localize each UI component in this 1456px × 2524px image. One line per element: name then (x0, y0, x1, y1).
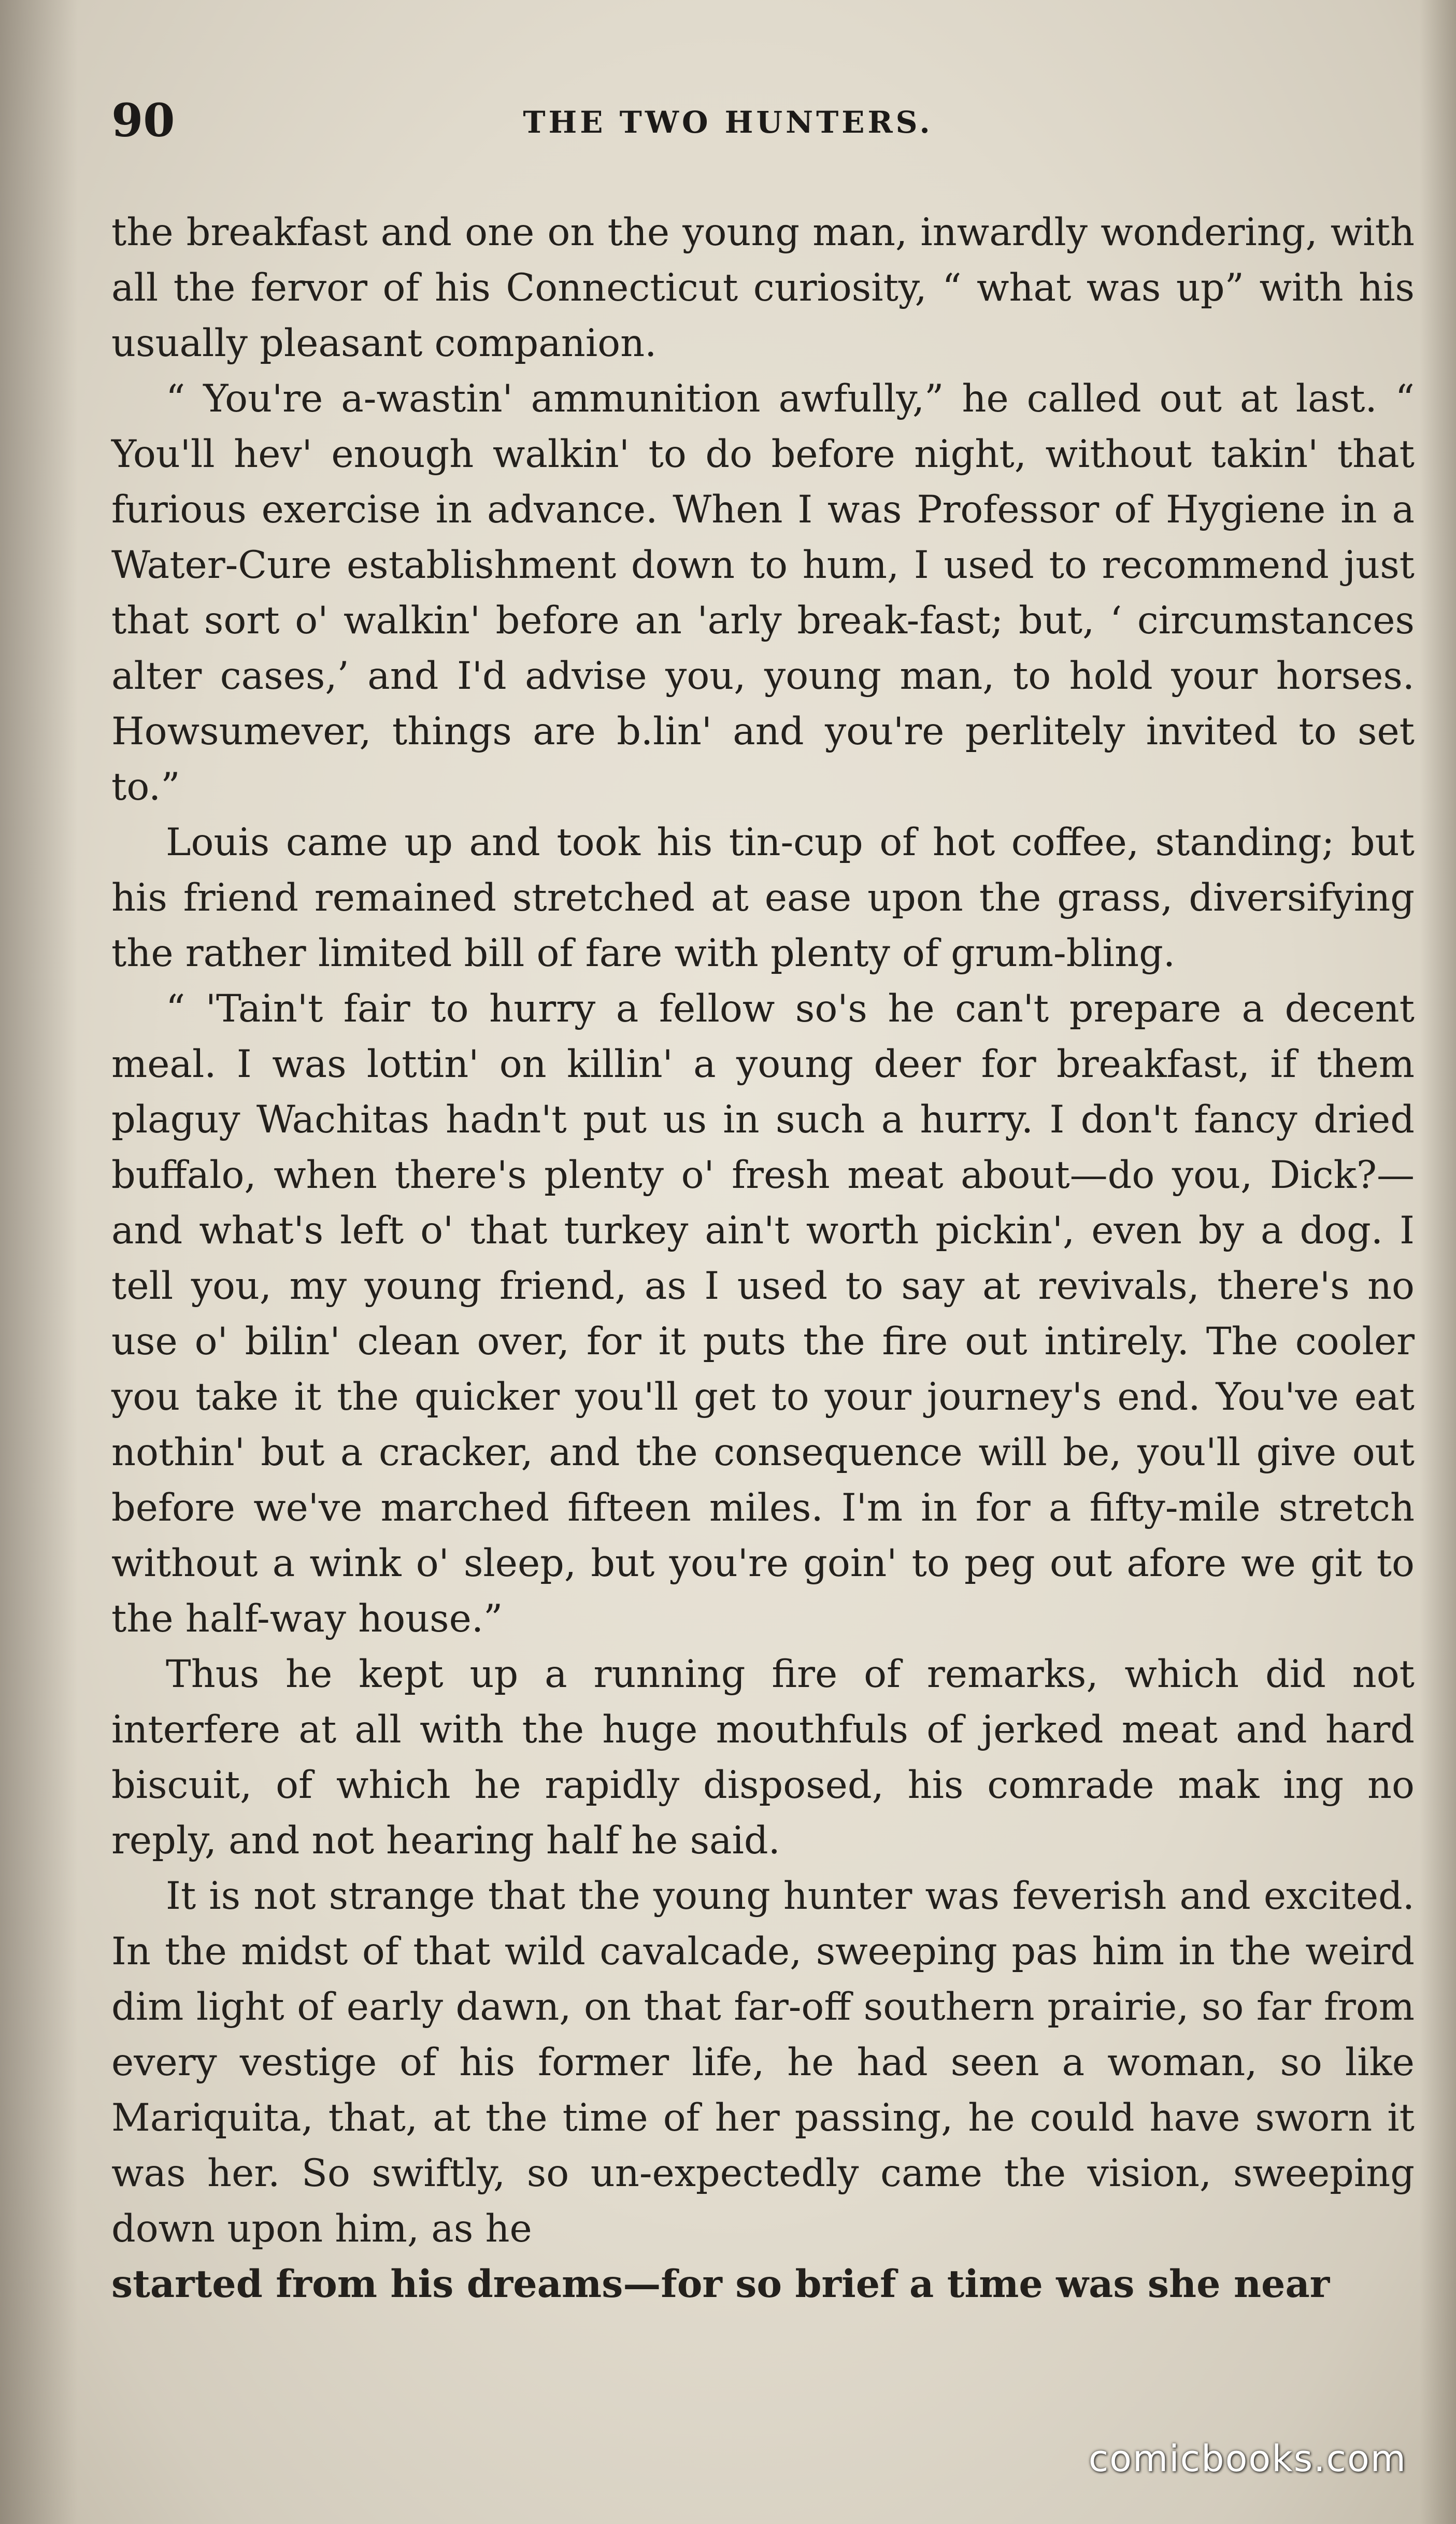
paragraph: Thus he kept up a running fire of remarks, which did not interfere at all with the huge mouthfuls of jerked meat and hard biscuit, of which he rapidly disposed, his comrade mak ing no reply, and not hearing half he said. (111, 1652, 1415, 1863)
body-text (111, 205, 1415, 2312)
paragraph: It is not strange that the young hunter was feverish and excited. In the midst of that wild cavalcade, sweeping pas him in the weird dim light of early dawn, on that far-off southern prairie, so far from every vestige of his former life, he had seen a woman, so like Mariquita, that, at the time of her passing, he could have sworn it was her. So swiftly, so un-expectedly came the vision, sweeping down upon him, as he (111, 1874, 1415, 2251)
page-number: 90 (111, 93, 175, 147)
watermark: comicbooks.com (1088, 2437, 1407, 2480)
paragraph-last-line: started from his dreams—for so brief a time was she near (111, 2262, 1330, 2306)
paragraph: “ 'Tain't fair to hurry a fellow so's he can't prepare a decent meal. I was lottin' on killin' a young deer for breakfast, if them plaguy Wachitas hadn't put us in such a hurry. I don't fancy dried buffalo, when there's plenty o' fresh meat about—do you, Dick?—and what's left o' that turkey ain't worth pickin', even by a dog. I tell you, my young friend, as I used to say at revivals, there's no use o' bilin' clean over, for it puts the fire out intirely. The cooler you take it the quicker you'll get to your journey's end. You've eat nothin' but a cracker, and the consequence will be, you'll give out before we've marched fifteen miles. I'm in for a fifty-mile stretch without a wink o' sleep, but you're goin' to peg out afore we git to the half-way house.” (111, 987, 1415, 1641)
spine-shadow (0, 0, 78, 2524)
paragraph: “ You're a-wastin' ammunition awfully,” he called out at last. “ You'll hev' enough walkin' to do before night, without takin' that furious exercise in advance. When I was Professor of Hygiene in a Water-Cure establishment down to hum, I used to recommend just that sort o' walkin' before an 'arly break-fast; but, ‘ circumstances alter cases,’ and I'd advise you, young man, to hold your horses. Howsumever, things are b.lin' and you're perlitely invited to set to.” (111, 377, 1415, 809)
running-title: THE TWO HUNTERS. (523, 105, 933, 140)
page-edge-shadow (1420, 0, 1456, 2524)
paragraph: the breakfast and one on the young man, inwardly wondering, with all the fervor of his Connecticut curiosity, “ what was up” with his usually pleasant companion. (111, 210, 1415, 365)
page-header (111, 93, 1345, 155)
paragraph: Louis came up and took his tin-cup of hot coffee, standing; but his friend remained stretched at ease upon the grass, diversifying the rather limited bill of fare with plenty of grum-bling. (111, 820, 1415, 975)
